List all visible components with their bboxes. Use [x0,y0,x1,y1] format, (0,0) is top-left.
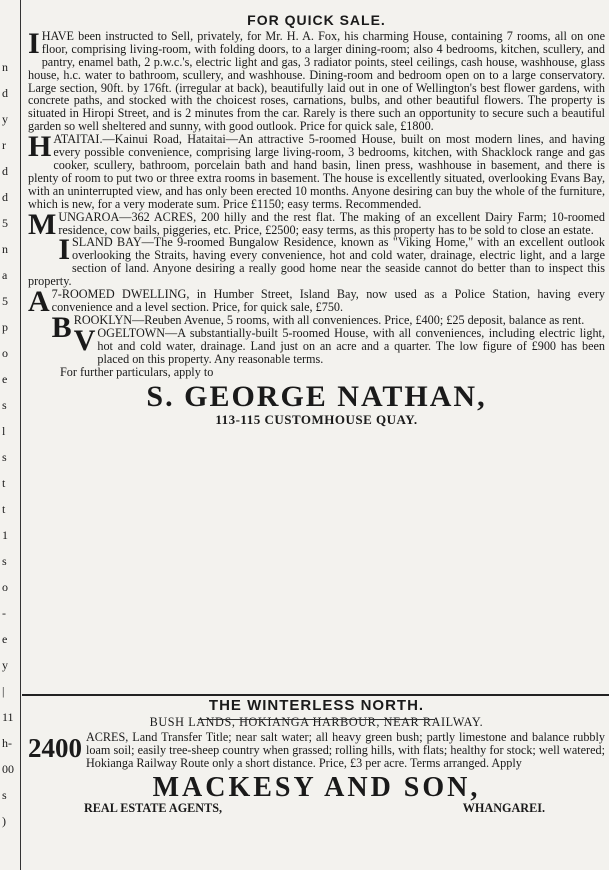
adjacent-column-fragment [0,0,18,870]
listing-entry [28,26,605,134]
fragment-char: ) [2,814,6,828]
fragment-char: 5 [2,216,8,230]
fragment-char: l [2,424,6,438]
firm-name: MACKESY AND SON, [152,771,481,803]
land-description [28,731,605,770]
ad-title: THE WINTERLESS NORTH. [208,697,425,714]
drop-cap: I [28,26,40,60]
firm-title: REAL ESTATE AGENTS, [84,800,223,815]
acreage-number: 2400 [28,732,82,763]
fragment-char: y [2,658,8,672]
fragment-char: d [2,86,8,100]
listing-text: ATAITAI.—Kainui Road, Hataitai—An attractive 5-roomed House, built on most modern lines, and having every possible convenience, comprising large living-room, 3 bedrooms, kitchen, with Shacklock range and gas cooker, scullery, bathroom, porcelain bath and hand basin, linen press, washhouse in basement, and there is plenty of room to put two or three extra rooms in basement. The house is excellently situated, overlooking Evans Bay, with an uninterrupted view, and has only been erected 10 months. Anyone desiring can buy the whole of the furniture, which is new, for a very moderate sum. Price £1150; easy terms. Recommended. [28,132,605,211]
fragment-char: o [2,346,8,360]
land-description-text: ACRES, Land Transfer Title; near salt water; all heavy green bush; partly limestone and balance rubbly loam soil; easily tree-sheep country when grassed; rolling hills, with flats; healthy for stock; well watered; Hokianga Railway Route only a short distance. Price, £3 per acre. Terms arranged. Apply [86,729,605,770]
listing-entry [28,207,605,241]
ad-winterless-north [28,697,605,815]
drop-cap: I [58,233,71,267]
further-particulars: For further particulars, apply to [60,365,214,380]
fragment-char: 1 [2,528,8,542]
ad-subtitle: BUSH LANDS, HOKIANGA HARBOUR, NEAR RAILWAY. [149,714,484,729]
fragment-char: d [2,164,8,178]
listing-entry [28,323,605,366]
fragment-char: r [2,138,6,152]
fragment-char: e [2,632,8,646]
fragment-char: 11 [2,710,14,724]
fragment-char: o [2,580,8,594]
drop-cap: B [51,310,72,344]
listing-text: ROOKLYN—Reuben Avenue, 5 rooms, with all conveniences. Price, £400; £25 deposit, balance as rent. [73,312,585,327]
firm-town: WHANGAREI. [462,800,545,815]
agent-name: S. GEORGE NATHAN, [146,380,487,414]
fragment-char: t [2,476,6,490]
listing-entry [28,130,605,211]
listing-entry [28,233,605,289]
listing-text: 7-ROOMED DWELLING, in Humber Street, Island Bay, now used as a Police Station, having every convenience and a level section. Price, for quick sale, £750. [51,287,605,314]
listing-entry [28,285,605,319]
listing-text: OGELTOWN—A substantially-built 5-roomed House, with all conveniences, including electric light, hot and cold water, drainage. Land just on an acre and a quarter. The low figure of £900 has been placed on this property. Any reasonable terms. [97,325,605,366]
separator-rule [22,694,609,696]
fragment-char: n [2,60,8,74]
drop-cap: A [28,285,50,319]
fragment-char: 00 [2,762,14,776]
fragment-char: - [2,606,6,620]
listing-entries [28,26,605,366]
fragment-char: h- [2,736,12,750]
drop-cap: V [73,323,96,357]
listing-text: SLAND BAY—The 9-roomed Bungalow Residence, known as "Viking Home," with an excellent outlook overlooking the Straits, having every convenience, hot and cold water, drainage, electric light, and a large section of land. Anyone desiring a really good home near the seaside cannot do better than to inspect this property. [28,235,605,289]
fragment-char: e [2,372,8,386]
fragment-char: s [2,554,7,568]
listing-text: UNGAROA—362 ACRES, 200 hilly and the rest flat. The making of an excellent Dairy Farm; 10-roomed residence, cow bails, piggeries, etc. Price, £2500; easy terms, as this property has to be sold to close an estate. [58,209,605,237]
listing-text: HAVE been instructed to Sell, privately, for Mr. H. A. Fox, his charming House, containing 7 rooms, all on one floor, comprising living-room, with folding doors, to a larger dining-room; also 4 bedrooms, kitchen, scullery, and pantry, enamel bath, 2 p.w.c.'s, electric light and gas, 3 radiator points, steel ceilings, cash house, washhouse, glass house, h.c. water to bathroom, scullery, and washhouse. Dining-room and bedroom open on to a large conservatory. Large section, 90ft. by 176ft. (irregular at back), beautifully laid out in one of Wellington's best flower gardens, with concrete paths, and stocked with the choicest roses, carnations, bulbs, and other beautiful flowers. The property is situated in Hiropi Street, and is 2 minutes from the car. Rarely is there such an opportunity to secure such a beautiful garden so well sheltered and sunny, with good outlook. Price for quick sale, £1800. [28,28,605,134]
agent-address: 113-115 CUSTOMHOUSE QUAY. [215,412,418,428]
title-underline [198,719,435,720]
fragment-char: s [2,450,7,464]
fragment-char: a [2,268,8,282]
ad-quick-sale [28,14,605,427]
footer-line [28,802,605,815]
fragment-char: | [2,684,5,698]
fragment-char: 5 [2,294,8,308]
ad-title: FOR QUICK SALE. [247,12,386,28]
fragment-char: p [2,320,8,334]
drop-cap: M [28,207,57,241]
drop-cap: H [28,130,52,164]
fragment-char: s [2,788,7,802]
fragment-char: s [2,398,7,412]
fragment-char: t [2,502,6,516]
fragment-char: n [2,242,8,256]
fragment-char: d [2,190,8,204]
fragment-char: y [2,112,8,126]
column-rule [20,0,21,870]
